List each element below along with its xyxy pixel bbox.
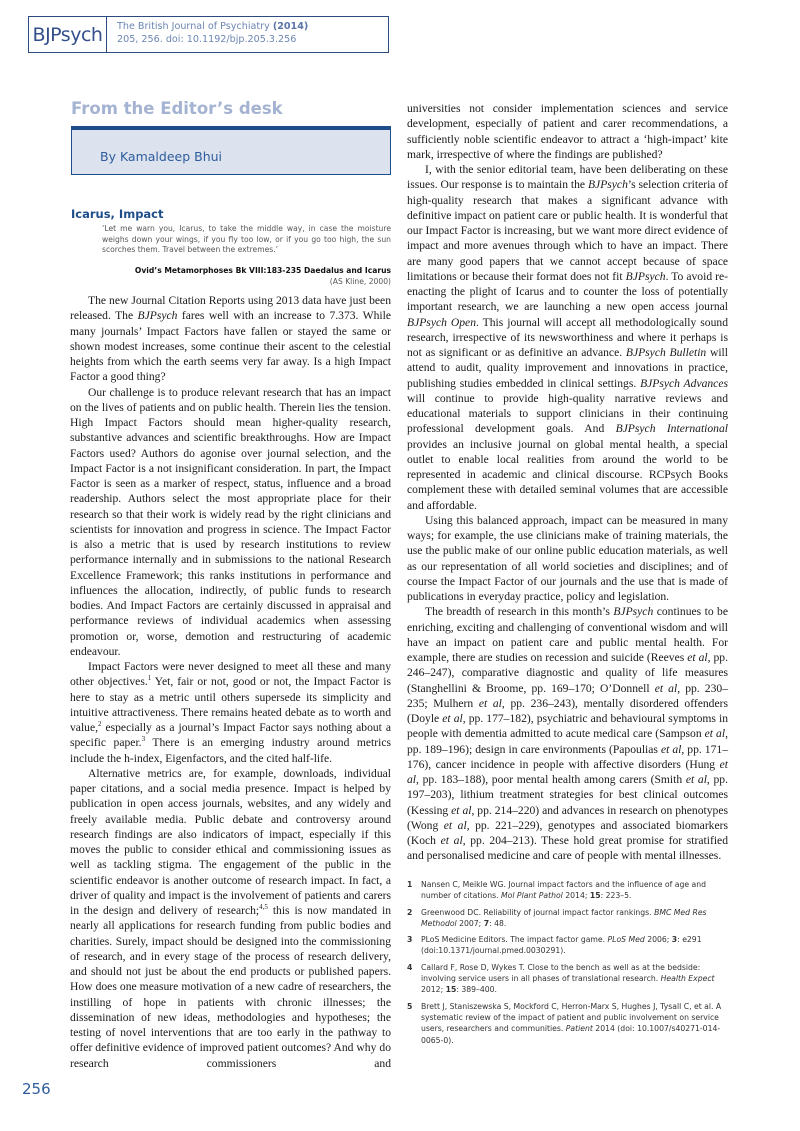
epigraph-quote: ‘Let me warn you, Icarus, to take the middle way, in case the moisture weighs down your wings, if you fly too low, or if you go too high, the sun scorches them. Travel between the extremes.’	[102, 224, 391, 254]
text-run: The breadth of research in this month’s	[425, 605, 614, 619]
page-number: 256	[22, 1080, 51, 1098]
text-run: Nansen C, Meikle WG. Journal impact factors and the influence of age and number of citations.	[421, 880, 707, 901]
reference-text	[421, 879, 729, 902]
reference-item	[407, 934, 729, 957]
citation-superscript: 3	[141, 735, 146, 744]
text-run: will continue to provide high-quality narrative reviews and educational materials to support clinicians in their continuing professional development goals. And	[407, 391, 728, 436]
text-run: There is an emerging industry around metrics include the h-index, Eigenfactors, and the cited half-life.	[70, 736, 391, 765]
epigraph-attribution	[102, 266, 391, 287]
italic-text: BJPsych	[587, 178, 628, 192]
citation-superscript: 1	[147, 674, 152, 683]
italic-text: et al	[478, 696, 502, 710]
italic-text: Mol Plant Pathol	[501, 891, 563, 901]
reference-text	[421, 962, 729, 996]
body-paragraph	[407, 513, 728, 605]
italic-text: BJPsych Bulletin	[625, 346, 707, 359]
text-run: . To avoid re-enacting the plight of Icarus and to counter the loss of potentially important research, we are launching a new open access journal	[407, 269, 729, 314]
text-run: : 389–400.	[456, 985, 497, 995]
journal-header	[28, 16, 389, 53]
text-run: , pp. 189–196); design in care environments (Papoulias	[407, 727, 728, 756]
bjpsych-logo: BJPsych	[29, 17, 107, 52]
italic-text: BJPsych	[613, 605, 654, 619]
reference-number: 1	[407, 880, 413, 889]
text-run: PLoS Medicine Editors. The impact factor game.	[421, 935, 608, 945]
body-paragraph	[70, 766, 391, 1071]
italic-text: Patient	[565, 1024, 593, 1034]
text-run: , pp. 221–229), genotypes and associated biomarkers (Koch	[407, 818, 728, 847]
bold-text: 15	[445, 985, 457, 995]
italic-text: Health Expect	[660, 974, 715, 984]
body-paragraph	[70, 293, 391, 385]
bold-text: 3	[671, 935, 678, 945]
epigraph-edition: (AS Kline, 2000)	[329, 276, 391, 286]
italic-text: BJPsych International	[615, 422, 729, 436]
bold-text: 7	[483, 918, 490, 928]
italic-text: et al	[407, 757, 728, 786]
text-run: ’s selection criteria of high-quality research that makes a significant advance with definitive impact on patient care or public health. It is wonderful that our Impact Factor is increasing, but we want more direct evidence of impact and more avenues through which to have an impact. There are many good papers that we cannot accept because of space limitations or because their format does not fit	[407, 178, 729, 283]
text-run: Our challenge is to produce relevant research that has an impact on the lives of patients and on public health. Therein lies the tension. High Impact Factors should mean higher-quality research, substantive advances and scientific breakthroughs. How are Impact Factors used? Authors do agonise over journal selection, and the Impact Factor is a not insignificant consideration. In part, the Impact Factor is seen as a marker of respect, status, influence and a broad readership. Authors select the most appropriate place for their research so that their work is widely read by the right clinicians and scientists for innovation and progress in science. The Impact Factor is also a metric that is used by research institutions to review performance internally and in submissions to the national Research Excellence Framework; this ranks institutions in performance and influences the allocation, indirectly, of public funds to research bodies. And Impact Factors are certainly discussed in appraisal and performance reviews of individual academics when assessing promotion or, worse, demotion and restructuring of academic endeavour.	[70, 385, 391, 658]
body-paragraph	[70, 659, 391, 766]
italic-text: PLoS Med	[607, 935, 645, 945]
text-run: : 223–5.	[600, 891, 632, 901]
text-run: , pp. 214–220) and advances in research on phenotypes (Wong	[407, 803, 728, 832]
journal-name: The British Journal of Psychiatry	[117, 21, 270, 32]
text-run: Impact Factors were never designed to meet all these and many other objectives.	[70, 660, 391, 689]
text-run: Yet, fair or not, good or not, the Impact Factor is here to stay as a metric until others supersede its simplicity and intuitive attractiveness. There remains heated debate as to worth and value,	[70, 675, 392, 734]
section-heading: Icarus, Impact	[71, 207, 164, 221]
italic-text: et al	[451, 803, 472, 817]
reference-list	[407, 879, 729, 1051]
citation-superscript: 4,5	[259, 903, 268, 912]
text-run: continues to be enriching, exciting and challenging of conventional wisdom and will have an impact on patient care and public mental health. For example, there are studies on recession and suicide (Reeves	[407, 605, 729, 664]
body-paragraph	[70, 385, 391, 660]
text-run: 2014 (doi: 10.1007/s40271-014-0065-0).	[421, 1024, 721, 1045]
body-paragraph	[407, 604, 728, 863]
reference-item	[407, 1001, 729, 1046]
italic-text: et al	[687, 651, 708, 664]
text-run: : 48.	[489, 918, 507, 928]
text-run: 2014;	[562, 891, 590, 901]
reference-number: 4	[407, 962, 413, 972]
text-run: especially as a journal’s Impact Factor says nothing about a specific paper.	[70, 721, 391, 750]
text-run: universities not consider implementation sciences and service development, especially of patient and carer recommendations, a sufficiently noble scientific endeavor to attract a ‘high-impact’ kite mark, irrespective of where the findings are published?	[407, 102, 728, 161]
reference-text	[421, 907, 729, 930]
reference-text	[421, 1001, 729, 1046]
text-run: I, with the senior editorial team, have been deliberating on these issues. Our response is to maintain the	[407, 163, 728, 192]
text-run: , pp. 177–182), psychiatric and behavioural symptoms in people with dementia admitted to acute medical care (Sampson	[407, 712, 729, 741]
reference-number: 5	[407, 1001, 413, 1011]
text-run: 2012;	[421, 985, 446, 995]
text-run: 2007;	[456, 918, 484, 928]
reference-number: 3	[407, 935, 413, 945]
citation-superscript: 2	[98, 720, 102, 729]
reference-item	[407, 907, 729, 930]
epigraph-source: Ovid’s Metamorphoses Bk VIII:183-235 Daedalus and Icarus	[134, 266, 391, 275]
page-title: From the Editor’s desk	[71, 99, 283, 118]
italic-text: et al	[704, 727, 726, 741]
italic-text: et al	[660, 742, 682, 756]
italic-text: et al	[685, 773, 707, 786]
text-run: will attend to audit, quality improvement and innovations in practice, publishing studies embedded in clinical settings.	[407, 346, 728, 390]
journal-citation	[107, 17, 308, 52]
text-run: Brett J, Staniszewska S, Mockford C, Herron-Marx S, Hughes J, Tysall C, et al. A systematic review of the impact of patient and public involvement on service users, researchers and communities.	[421, 1001, 722, 1034]
journal-doi: 205, 256. doi: 10.1192/bjp.205.3.256	[117, 34, 297, 45]
text-run: fares well with an increase to 7.373. While many journals’ Impact Factors have fallen or stayed the same or shown modest increases, some continue their ascent to the celestial heights from which the earth seems very far away. Is a high Impact Factor a good thing?	[70, 309, 391, 384]
italic-text: BMC Med Res Methodol	[421, 907, 707, 928]
text-run: The new Journal Citation Reports using 2013 data have just been released. The	[70, 294, 391, 323]
text-run: Alternative metrics are, for example, downloads, individual paper citations, and a social media presence. Impact is helped by publication in open access journals, websites, and any widely and freely available media. Public debate and controversy around research findings are also indicators of impact, especially if this moves the public to consider ethical and commissioning issues as well as tackling stigma. The engagement of the public in the scientific endeavor is another outcome of research impact. In fact, a driver of quality and impact is the involvement of patients and carers in the design and delivery of research;	[70, 766, 391, 917]
text-run: , pp. 171–176), cancer incidence in people with affective disorders (Hung	[407, 742, 728, 771]
author-byline: By Kamaldeep Bhui	[100, 149, 223, 164]
italic-text: et al	[443, 818, 467, 832]
text-run: this is now mandated in nearly all applications for research funding from public bodies and charities. Surely, impact should be designed into the commissioning of research, and in every stage of the process of research delivery, and should not just be about the end products or published papers. How does one measure motivation of a new cadre of researchers, the instilling of hope in patients with chronic illnesses; the dissemination of new ideas, methodologies and hypotheses; the testing of novel interventions that are too early in the pathway to offer definitive evidence of improved patient outcomes? And why do research commissioners and	[70, 904, 392, 1070]
text-run: 2006;	[644, 935, 672, 945]
italic-text: BJPsych Open	[407, 315, 476, 329]
text-run: , pp. 204–213). These hold great promise for stratified and personalised medicine and care of people with mental illnesses.	[407, 834, 728, 863]
text-run: , pp. 246–247), comparative diagnostic and quality of life measures (Stanghellini & Broome, pp. 169–170; O’Donnell	[407, 651, 728, 695]
italic-text: et al	[442, 712, 463, 725]
text-run: : e291 (doi:10.1371/journal.pmed.0030291).	[421, 935, 702, 956]
right-column	[407, 101, 728, 864]
bold-text: 15	[589, 891, 601, 901]
text-run: , pp. 236–243), mentally disordered offenders (Doyle	[407, 696, 728, 725]
author-box	[71, 126, 391, 175]
left-column	[70, 293, 391, 1071]
text-run: , pp. 197–203), lithium treatment strategies for best clinical outcomes (Kessing	[407, 773, 728, 817]
italic-text: et al	[654, 681, 678, 695]
italic-text: et al	[440, 834, 463, 847]
text-run: , pp. 183–188), poor mental health among carers (Smith	[416, 773, 686, 786]
text-run: provides an inclusive journal on global mental health, a special outlet to enable local realities from around the world to be represented in academic and clinical discourse. RCPsych Books complement these with detailed seminal volumes that are accessible and affordable.	[407, 437, 728, 512]
reference-number: 2	[407, 907, 413, 917]
italic-text: BJPsych Advances	[640, 376, 728, 390]
italic-text: BJPsych	[137, 309, 178, 323]
reference-text	[421, 934, 729, 957]
text-run: , pp. 230–235; Mulhern	[407, 681, 728, 710]
italic-text: BJPsych	[625, 269, 666, 283]
body-paragraph	[407, 101, 728, 162]
reference-item	[407, 879, 729, 902]
reference-item	[407, 962, 729, 996]
journal-year: (2014)	[272, 21, 309, 32]
text-run: . This journal will accept all methodologically sound research, irrespective of its newsworthiness and where it perhaps is not as significant or as definitive an advance.	[407, 315, 728, 359]
text-run: Callard F, Rose D, Wykes T. Close to the bench as well as at the bedside: involving service users in all phases of translational research.	[421, 962, 701, 984]
body-paragraph	[407, 162, 728, 513]
text-run: Greenwood DC. Reliability of journal impact factor rankings.	[421, 907, 655, 917]
text-run: Using this balanced approach, impact can be measured in many ways; for example, the use clinicians make of training materials, the use the public make of our online public education materials, as well as our representation of all world societies and disciplines; and of course the Impact Factor of our journals and the use that is made of publications in everyday practice, policy and legislation.	[407, 513, 728, 603]
